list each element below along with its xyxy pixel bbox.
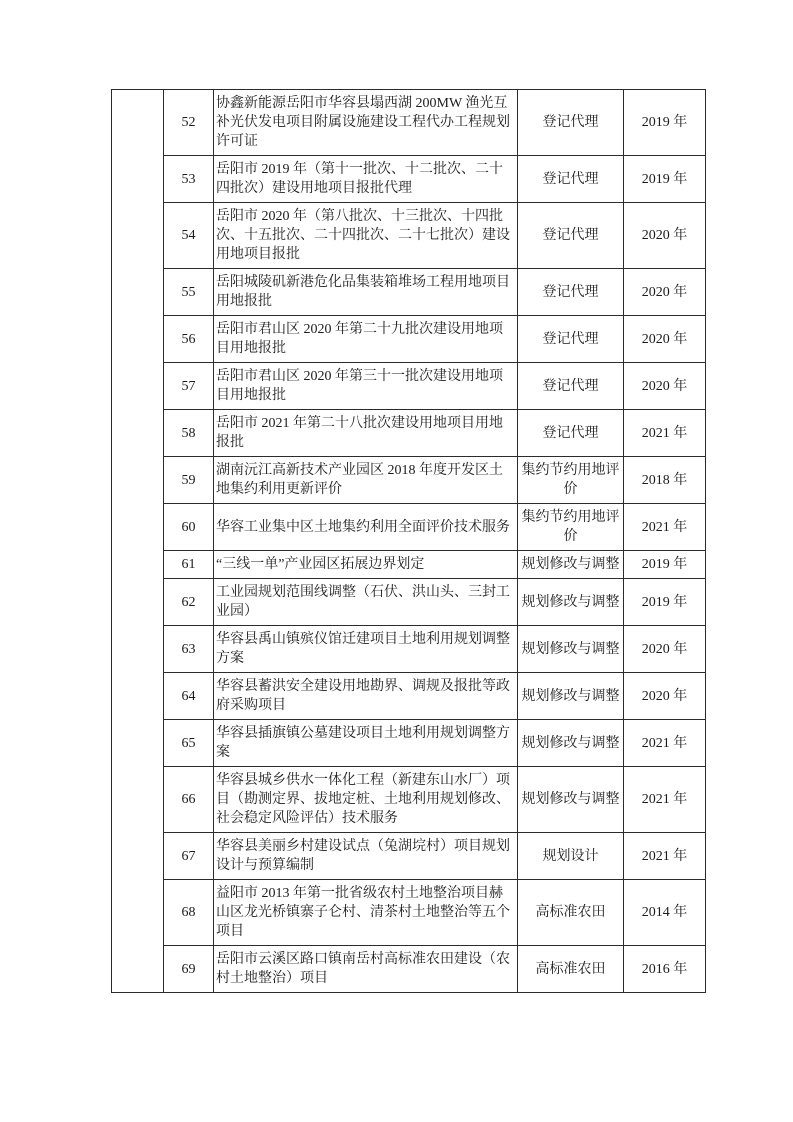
project-year-cell: 2016 年	[624, 946, 706, 993]
row-number-cell: 60	[164, 504, 214, 551]
project-category-cell: 登记代理	[518, 156, 624, 203]
project-year-cell: 2018 年	[624, 457, 706, 504]
project-category-cell: 规划修改与调整	[518, 626, 624, 673]
table-row	[112, 833, 706, 880]
project-year-cell: 2019 年	[624, 90, 706, 156]
table-row	[112, 626, 706, 673]
project-category-cell: 登记代理	[518, 203, 624, 269]
row-number-cell: 57	[164, 363, 214, 410]
row-number-cell: 65	[164, 720, 214, 767]
project-category-cell: 集约节约用地评价	[518, 504, 624, 551]
table-row	[112, 457, 706, 504]
row-number-cell: 63	[164, 626, 214, 673]
table-row	[112, 269, 706, 316]
row-number-cell: 68	[164, 880, 214, 946]
row-number-cell: 53	[164, 156, 214, 203]
project-year-cell: 2014 年	[624, 880, 706, 946]
project-name-cell: 岳阳城陵矶新港危化品集装箱堆场工程用地项目用地报批	[214, 269, 518, 316]
project-category-cell: 高标准农田	[518, 880, 624, 946]
row-number-cell: 66	[164, 767, 214, 833]
table-row	[112, 880, 706, 946]
row-number-cell: 69	[164, 946, 214, 993]
project-category-cell: 登记代理	[518, 410, 624, 457]
project-year-cell: 2021 年	[624, 833, 706, 880]
project-year-cell: 2020 年	[624, 673, 706, 720]
project-year-cell: 2021 年	[624, 720, 706, 767]
row-number-cell: 58	[164, 410, 214, 457]
project-name-cell: 华容县城乡供水一体化工程（新建东山水厂）项目（勘测定界、拔地定桩、土地利用规划修改、社会稳定风险评估）技术服务	[214, 767, 518, 833]
project-year-cell: 2019 年	[624, 156, 706, 203]
table-row	[112, 156, 706, 203]
table-row	[112, 551, 706, 579]
merged-empty-cell	[112, 90, 164, 993]
project-name-cell: 湖南沅江高新技术产业园区 2018 年度开发区土地集约利用更新评价	[214, 457, 518, 504]
project-year-cell: 2020 年	[624, 203, 706, 269]
project-category-cell: 登记代理	[518, 90, 624, 156]
project-category-cell: 登记代理	[518, 363, 624, 410]
project-name-cell: 华容县插旗镇公墓建设项目土地利用规划调整方案	[214, 720, 518, 767]
project-category-cell: 规划设计	[518, 833, 624, 880]
project-name-cell: 协鑫新能源岳阳市华容县塌西湖 200MW 渔光互补光伏发电项目附属设施建设工程代办工程规划许可证	[214, 90, 518, 156]
project-name-cell: 岳阳市 2021 年第二十八批次建设用地项目用地报批	[214, 410, 518, 457]
row-number-cell: 62	[164, 579, 214, 626]
project-name-cell: 华容县美丽乡村建设试点（兔湖垸村）项目规划设计与预算编制	[214, 833, 518, 880]
project-name-cell: “三线一单”产业园区拓展边界划定	[214, 551, 518, 579]
row-number-cell: 67	[164, 833, 214, 880]
project-year-cell: 2021 年	[624, 410, 706, 457]
project-year-cell: 2019 年	[624, 551, 706, 579]
project-name-cell: 工业园规划范围线调整（石伏、洪山头、三封工业园）	[214, 579, 518, 626]
table-row	[112, 410, 706, 457]
projects-table	[111, 89, 706, 993]
table-row	[112, 767, 706, 833]
row-number-cell: 52	[164, 90, 214, 156]
row-number-cell: 61	[164, 551, 214, 579]
row-number-cell: 59	[164, 457, 214, 504]
project-name-cell: 华容县禹山镇殡仪馆迁建项目土地利用规划调整方案	[214, 626, 518, 673]
row-number-cell: 56	[164, 316, 214, 363]
project-name-cell: 岳阳市君山区 2020 年第三十一批次建设用地项目用地报批	[214, 363, 518, 410]
table-row	[112, 90, 706, 156]
project-category-cell: 登记代理	[518, 269, 624, 316]
project-category-cell: 规划修改与调整	[518, 579, 624, 626]
project-category-cell: 规划修改与调整	[518, 673, 624, 720]
project-name-cell: 益阳市 2013 年第一批省级农村土地整治项目赫山区龙光桥镇寨子仑村、清茶村土地整治等五个项目	[214, 880, 518, 946]
project-name-cell: 岳阳市 2020 年（第八批次、十三批次、十四批次、十五批次、二十四批次、二十七批次）建设用地项目报批	[214, 203, 518, 269]
project-year-cell: 2020 年	[624, 269, 706, 316]
table-row	[112, 203, 706, 269]
project-name-cell: 岳阳市君山区 2020 年第二十九批次建设用地项目用地报批	[214, 316, 518, 363]
table-row	[112, 316, 706, 363]
table-row	[112, 673, 706, 720]
table-row	[112, 504, 706, 551]
project-name-cell: 岳阳市云溪区路口镇南岳村高标准农田建设（农村土地整治）项目	[214, 946, 518, 993]
project-year-cell: 2020 年	[624, 363, 706, 410]
project-category-cell: 规划修改与调整	[518, 551, 624, 579]
project-year-cell: 2021 年	[624, 504, 706, 551]
project-name-cell: 岳阳市 2019 年（第十一批次、十二批次、二十四批次）建设用地项目报批代理	[214, 156, 518, 203]
table-row	[112, 720, 706, 767]
project-category-cell: 集约节约用地评价	[518, 457, 624, 504]
table-row	[112, 579, 706, 626]
project-category-cell: 规划修改与调整	[518, 767, 624, 833]
project-name-cell: 华容工业集中区土地集约利用全面评价技术服务	[214, 504, 518, 551]
project-year-cell: 2020 年	[624, 316, 706, 363]
project-name-cell: 华容县蓄洪安全建设用地勘界、调规及报批等政府采购项目	[214, 673, 518, 720]
project-year-cell: 2019 年	[624, 579, 706, 626]
project-category-cell: 规划修改与调整	[518, 720, 624, 767]
row-number-cell: 54	[164, 203, 214, 269]
project-year-cell: 2020 年	[624, 626, 706, 673]
project-category-cell: 登记代理	[518, 316, 624, 363]
table-row	[112, 363, 706, 410]
row-number-cell: 64	[164, 673, 214, 720]
project-year-cell: 2021 年	[624, 767, 706, 833]
row-number-cell: 55	[164, 269, 214, 316]
table-row	[112, 946, 706, 993]
project-category-cell: 高标准农田	[518, 946, 624, 993]
